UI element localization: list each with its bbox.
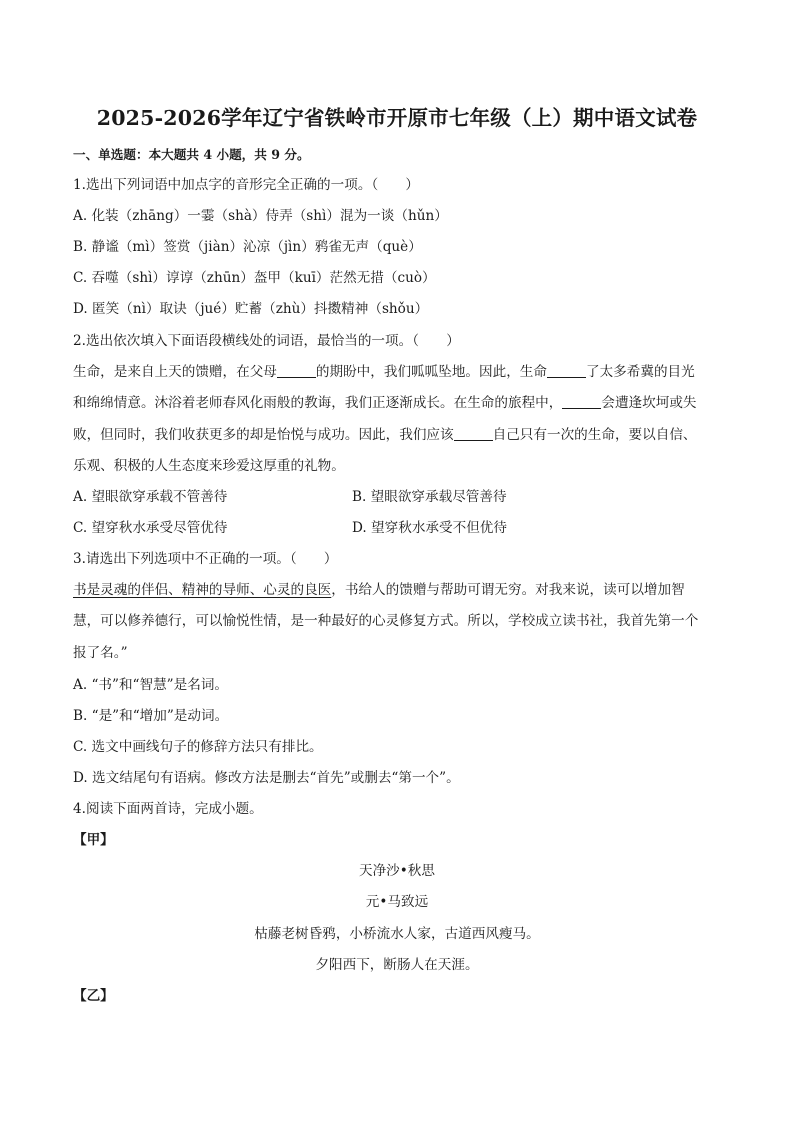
poem-author: 元•马致远 [365, 894, 429, 910]
poem-label-jia: 【甲】 [73, 832, 114, 848]
question-2-option-a: A. 望眼欲穿承载不管善待 [73, 489, 228, 505]
section-heading-single-choice: 一、单选题：本大题共 4 小题，共 9 分。 [73, 147, 310, 162]
question-2-passage-line-4: 乐观、积极的人生态度来珍爱这厚重的礼物。 [73, 458, 345, 474]
question-4-stem: 4.阅读下面两首诗，完成小题。 [73, 801, 263, 817]
question-3-option-c: C. 选文中画线句子的修辞方法只有排比。 [73, 739, 323, 755]
question-3-passage-line-2: 慧，可以修养德行，可以愉悦性情，是一种最好的心灵修复方式。所以，学校成立读书社，我首先第一个 [73, 613, 699, 629]
question-2-option-d: D. 望穿秋水承受不但优待 [352, 520, 507, 536]
question-3-stem: 3.请选出下列选项中不正确的一项。（ ） [73, 551, 338, 567]
question-2-passage-line-2: 和绵绵情意。沐浴着老师春风化雨般的教诲，我们正逐渐成长。在生命的旅程中， 会遭逢坎坷或失 [73, 395, 697, 411]
poem-title: 天净沙•秋思 [359, 863, 435, 879]
question-1-option-d: D. 匿笑（nì）取诀（jué）贮蓄（zhù）抖擞精神（shǒu） [73, 301, 429, 317]
question-1-option-a: A. 化装（zhāng）一霎（shà）侍弄（shì）混为一谈（hǔn） [73, 208, 448, 224]
blank-4 [454, 427, 493, 441]
question-1-option-c: C. 吞噬（shì）谆谆（zhūn）盔甲（kuī）茫然无措（cuò） [73, 270, 436, 286]
question-2-stem: 2.选出依次填入下面语段横线处的词语，最恰当的一项。（ ） [73, 333, 460, 349]
poem-line-2: 夕阳西下，断肠人在天涯。 [315, 957, 479, 973]
blank-2 [547, 364, 586, 378]
poem-line-1: 枯藤老树昏鸦，小桥流水人家，古道西风瘦马。 [254, 926, 540, 942]
blank-3 [562, 395, 601, 409]
question-3-option-d: D. 选文结尾句有语病。修改方法是删去“首先”或删去“第一个”。 [73, 770, 460, 786]
question-2-passage-line-1: 生命，是来自上天的馈赠，在父母 的期盼中，我们呱呱坠地。因此，生命 了太多希冀的目光 [73, 364, 695, 380]
question-1-option-b: B. 静谧（mì）签赏（jiàn）沁凉（jìn）鸦雀无声（què） [73, 239, 422, 255]
exam-title: 2025-2026学年辽宁省铁岭市开原市七年级（上）期中语文试卷 [96, 106, 698, 130]
question-2-option-c: C. 望穿秋水承受尽管优待 [73, 520, 228, 536]
question-2-option-b: B. 望眼欲穿承载尽管善待 [352, 489, 507, 505]
question-3-option-a: A. “书”和“智慧”是名词。 [73, 677, 229, 693]
poem-label-yi: 【乙】 [73, 988, 114, 1004]
question-2-passage-line-3: 败，但同时，我们收获更多的却是怡悦与成功。因此，我们应该 自己只有一次的生命，要以自信、 [73, 427, 697, 443]
question-3-passage-line-1: 书是灵魂的伴侣、精神的导师、心灵的良医，书给人的馈赠与帮助可谓无穷。对我来说，读可以增加智 [73, 582, 685, 598]
underlined-sentence: 书是灵魂的伴侣、精神的导师、心灵的良医 [73, 582, 332, 598]
question-1-stem: 1.选出下列词语中加点字的音形完全正确的一项。（ ） [73, 177, 420, 193]
blank-1 [277, 364, 316, 378]
question-3-option-b: B. “是”和“增加”是动词。 [73, 708, 229, 724]
question-3-passage-line-3: 报了名。” [73, 645, 128, 661]
